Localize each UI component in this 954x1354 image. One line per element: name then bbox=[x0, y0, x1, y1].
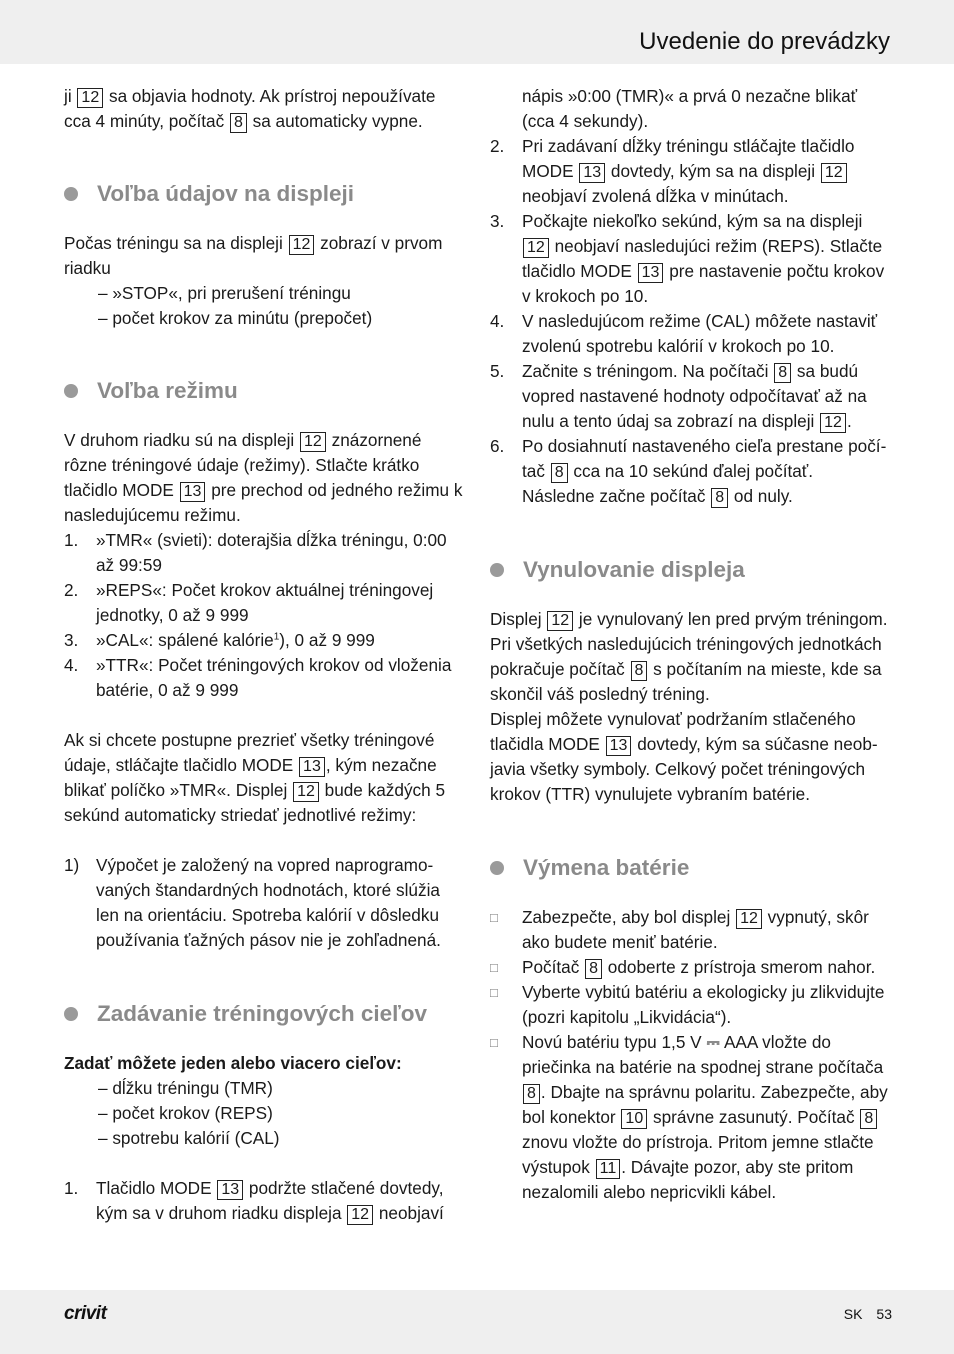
intro-paragraph: ji 12 sa objavia hodnoty. Ak prístroj nepoužívate cca 4 minúty, počítač 8 sa automaticky vypne. bbox=[64, 86, 436, 131]
checkbox-item: □ Novú batériu typu 1,5 V ⎓ AAA vložte do priečinka na batérie na spodnej strane počítača 8 . Dbajte na správnu polaritu. Zabezpečte, aby bol konektor 10 správne zasunutý. Počítač 8 znovu vložte do prístroja. Pritom jemne stlačte výstupok 11 . Dávajte pozor, aby ste pritom nezalomili alebo nepricvikli kábel. bbox=[490, 1030, 890, 1205]
right-column bbox=[490, 84, 890, 1205]
ref-box: 8 bbox=[585, 959, 602, 979]
footnote: 1) Výpočet je založený na vopred naprogramovaných štandardných hodnotách, ktoré slúžia len na orientáciu. Spotreba kalórií v dôsledku používania ťažných pásov nie je zohľadnená. bbox=[64, 855, 441, 950]
reset-paragraph: Displej 12 je vynulovaný len pred prvým tréningom. Pri všetkých nasledujúcich tréningových jednotkách pokračuje počítač 8 s počítaním na mieste, kde sa skončil váš posledný tréning. bbox=[490, 609, 888, 704]
ref-box: 12 bbox=[347, 1205, 373, 1225]
numbered-item: 2. Pri zadávaní dĺžky tréningu stláčajte tlačidlo MODE 13 dovtedy, kým sa na displeji 12 neobjaví zvolená dĺžka v minútach. bbox=[490, 136, 855, 206]
brand-logo: crivit bbox=[64, 1303, 107, 1324]
checkbox-square-icon: □ bbox=[490, 910, 498, 925]
checkbox-square-icon: □ bbox=[490, 985, 498, 1000]
ref-box: 8 bbox=[774, 363, 791, 383]
numbered-item: 6. Po dosiahnutí nastaveného cieľa prestane počítač 8 cca na 10 sekúnd ďalej počítať. Následne začne počítač 8 od nuly. bbox=[490, 436, 887, 506]
numbered-item: 3. Počkajte niekoľko sekúnd, kým sa na displeji 12 neobjaví nasledujúci režim (REPS). Stlačte tlačidlo MODE 13 pre nastavenie počtu krokov v krokoch po 10. bbox=[490, 211, 885, 306]
bullet-dot-icon bbox=[64, 1007, 78, 1021]
ref-box: 13 bbox=[180, 482, 206, 502]
language-code: SK bbox=[843, 1306, 863, 1322]
ref-box: 11 bbox=[596, 1159, 621, 1179]
ref-box: 12 bbox=[820, 413, 846, 433]
ref-box: 13 bbox=[606, 736, 632, 756]
numbered-item: 5. Začnite s tréningom. Na počítači 8 sa budú vopred nastavené hodnoty odpočítavať až na nulu a tento údaj sa zobrazí na displeji 12 . bbox=[490, 361, 867, 431]
ref-box: 12 bbox=[821, 163, 847, 183]
ref-box: 13 bbox=[638, 263, 664, 283]
ref-box: 13 bbox=[579, 163, 605, 183]
page-number: 53 bbox=[876, 1306, 892, 1322]
page-info bbox=[830, 1306, 892, 1322]
ref-box: 8 bbox=[523, 1084, 540, 1104]
checkbox-item: □ Zabezpečte, aby bol displej 12 vypnutý, skôr ako budete meniť batérie. bbox=[490, 905, 890, 955]
numbered-item: 1. Tlačidlo MODE 13 podržte stlačené dovtedy, kým sa v druhom riadku displeja 12 neobjaví bbox=[64, 1178, 444, 1223]
checkbox-square-icon: □ bbox=[490, 1035, 498, 1050]
numbered-item: 4. V nasledujúcom režime (CAL) môžete nastaviť zvolenú spotrebu kalórií v krokoch po 10. bbox=[490, 311, 878, 356]
ref-box: 12 bbox=[547, 611, 573, 631]
ref-box: 12 bbox=[736, 909, 762, 929]
dash-item: – počet krokov (REPS) bbox=[98, 1103, 273, 1123]
ref-box: 12 bbox=[289, 235, 315, 255]
page-title: Uvedenie do prevádzky bbox=[639, 28, 890, 55]
dash-item: – spotrebu kalórií (CAL) bbox=[98, 1128, 280, 1148]
mode-paragraph: V druhom riadku sú na displeji 12 znázornené rôzne tréningové údaje (režimy). Stlačte krátko tlačidlo MODE 13 pre prechod od jedného režimu k nasledujúcemu režimu. bbox=[64, 430, 463, 525]
bullet-dot-icon bbox=[64, 187, 78, 201]
numbered-item: 2. »REPS«: Počet krokov aktuálnej tréningovej jednotky, 0 až 9 999 bbox=[64, 580, 434, 625]
numbered-item: 4. »TTR«: Počet tréningových krokov od vloženia batérie, 0 až 9 999 bbox=[64, 655, 452, 700]
ref-box: 8 bbox=[711, 488, 728, 508]
checkbox-item: □ Vyberte vybitú batériu a ekologicky ju zlikvidujte (pozri kapitolu „Likvidácia“). bbox=[490, 980, 890, 1030]
footer-band bbox=[0, 1290, 954, 1354]
checkbox-square-icon: □ bbox=[490, 960, 498, 975]
mode-paragraph-2: Ak si chcete postupne prezrieť všetky tréningové údaje, stláčajte tlačidlo MODE 13 , kým nezačne blikať políčko »TMR«. Displej 12 bude každých 5 sekúnd automaticky striedať jednotlivé režimy: bbox=[64, 730, 446, 825]
ref-box: 8 bbox=[631, 661, 648, 681]
ref-box: 8 bbox=[860, 1109, 877, 1129]
ref-box: 13 bbox=[217, 1180, 243, 1200]
goals-bold-lead: Zadať môžete jeden alebo viacero cieľov: bbox=[64, 1053, 402, 1073]
bullet-dot-icon bbox=[490, 563, 504, 577]
section-heading-goals: Zadávanie tréningových cieľov bbox=[64, 999, 464, 1029]
bullet-dot-icon bbox=[490, 861, 504, 875]
ref-box: 8 bbox=[230, 113, 247, 133]
dash-item: – počet krokov za minútu (prepočet) bbox=[98, 308, 373, 328]
display-paragraph: Počas tréningu sa na displeji 12 zobrazí v prvom riadku bbox=[64, 233, 443, 278]
bullet-dot-icon bbox=[64, 384, 78, 398]
numbered-item: 3. »CAL«: spálené kalórie$^1$), 0 až 9 999 bbox=[64, 630, 375, 650]
left-column bbox=[64, 84, 464, 1226]
ref-box: 12 bbox=[77, 88, 103, 108]
ref-box: 13 bbox=[299, 757, 325, 777]
section-heading-mode: Voľba režimu bbox=[64, 376, 464, 406]
checkbox-item: □ Počítač 8 odoberte z prístroja smerom nahor. bbox=[490, 955, 890, 980]
ref-box: 10 bbox=[621, 1109, 647, 1129]
dash-item: – dĺžku tréningu (TMR) bbox=[98, 1078, 273, 1098]
ref-box: 12 bbox=[523, 238, 549, 258]
numbered-item: 1. »TMR« (svieti): doterajšia dĺžka tréningu, 0:00 až 99:59 bbox=[64, 530, 447, 575]
ref-box: 12 bbox=[293, 782, 319, 802]
dash-item: – »STOP«, pri prerušení tréningu bbox=[98, 283, 351, 303]
section-heading-display: Voľba údajov na displeji bbox=[64, 179, 464, 209]
section-heading-battery: Výmena batérie bbox=[490, 853, 890, 883]
ref-box: 8 bbox=[551, 463, 568, 483]
numbered-item-continued: nápis »0:00 (TMR)« a prvá 0 nezačne blikať (cca 4 sekundy). bbox=[522, 86, 858, 131]
ref-box: 12 bbox=[300, 432, 326, 452]
reset-paragraph-2: Displej môžete vynulovať podržaním stlačeného tlačidla MODE 13 dovtedy, kým sa súčasne neobjavia všetky symboly. Celkový počet tréningových krokov (TTR) vynulujete vybraním batérie. bbox=[490, 709, 878, 804]
section-heading-reset: Vynulovanie displeja bbox=[490, 555, 890, 585]
dc-symbol-icon: ⎓ bbox=[706, 1032, 721, 1052]
